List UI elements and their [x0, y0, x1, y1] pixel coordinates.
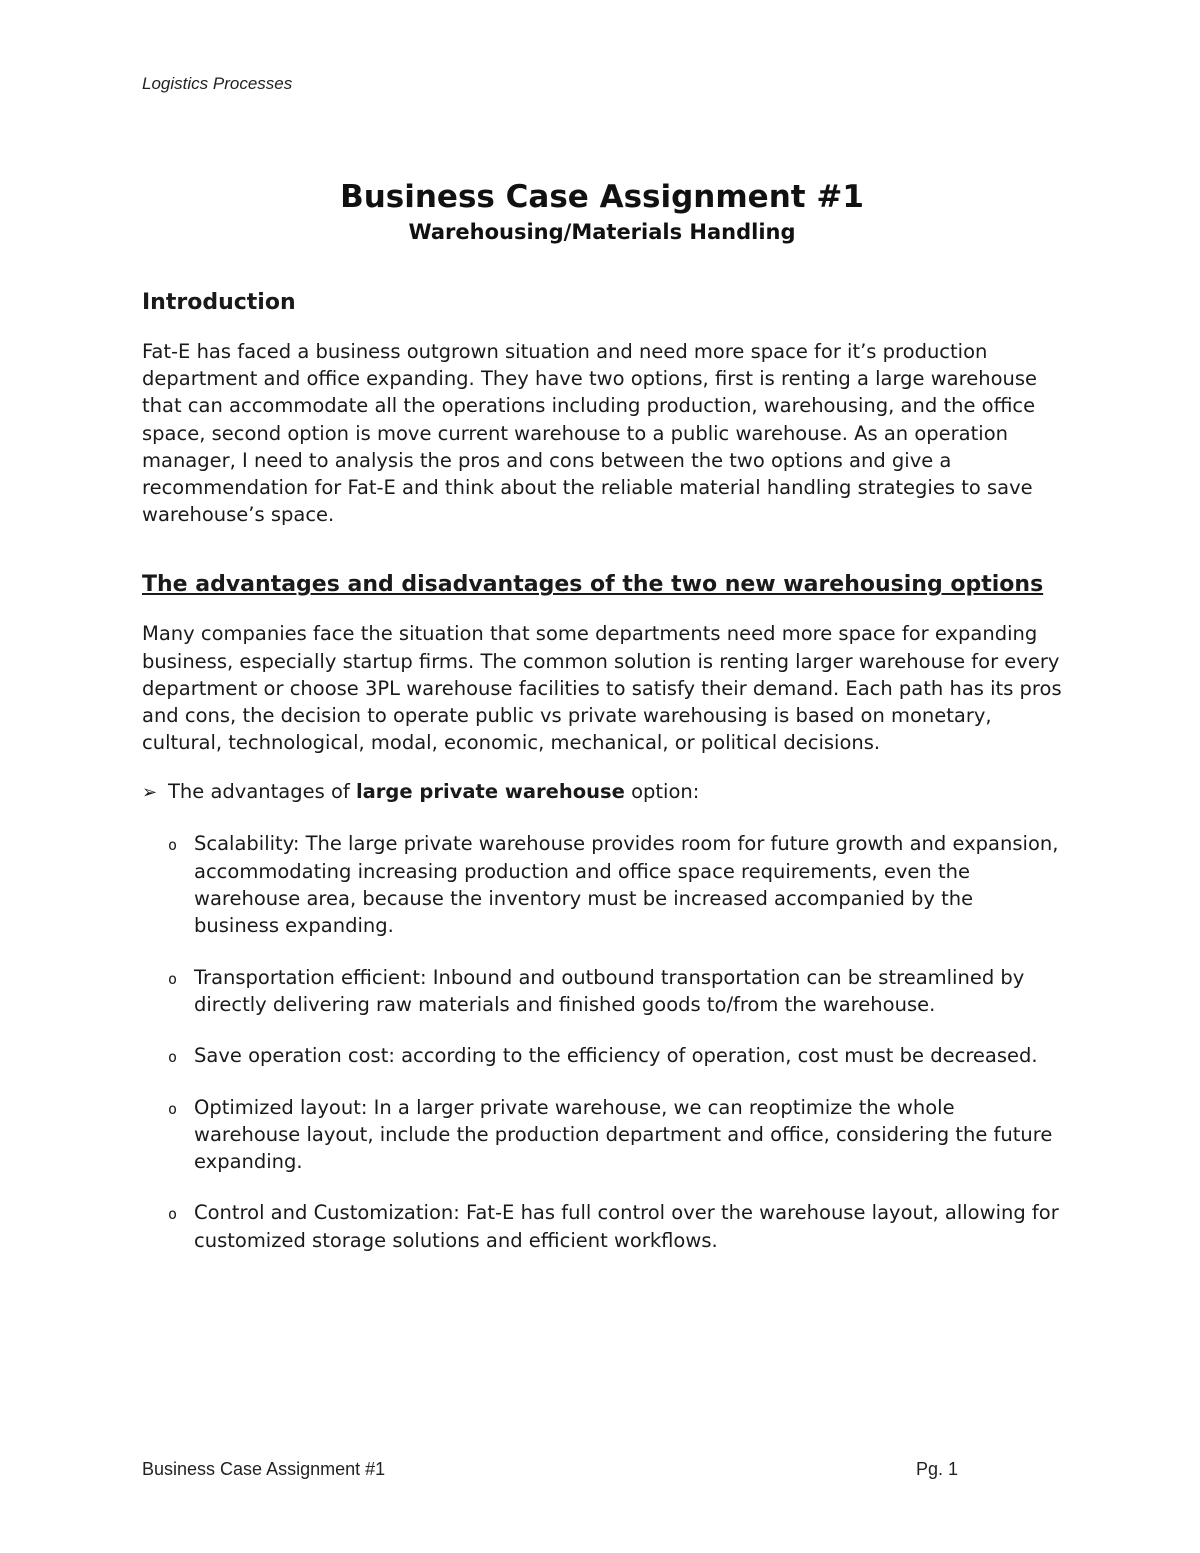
list-item: [142, 1199, 1062, 1254]
list-item: [142, 964, 1062, 1019]
document-subtitle: Warehousing/Materials Handling: [408, 220, 796, 244]
introduction-paragraph: Fat-E has faced a business outgrown situation and need more space for it’s production department and office expanding. They have two options, first is renting a large warehouse that can accommodate all the operations including production, warehousing, and the office space, second option is move current warehouse to a public warehouse. As an operation manager, I need to analysis the pros and cons between the two options and give a recommendation for Fat-E and think about the reliable material handling strategies to save warehouse’s space.: [142, 340, 1038, 527]
list-item-text: Optimized layout: In a larger private warehouse, we can reoptimize the whole warehouse layout, include the production department and office, considering the future expanding.: [194, 1095, 1053, 1174]
footer-page-number: Pg. 1: [916, 1459, 959, 1479]
introduction-heading: Introduction: [142, 290, 296, 315]
advantages-list: [142, 830, 1062, 1254]
arrow-bullet-icon: ➢: [142, 782, 158, 804]
advantages-suffix: option:: [624, 780, 700, 804]
section-heading: The advantages and disadvantages of the two new warehousing options: [142, 572, 1044, 598]
list-item: [142, 1094, 1062, 1176]
circle-bullet-icon: o: [168, 836, 178, 855]
advantages-bold-term: large private warehouse: [355, 780, 625, 804]
document-body: [142, 176, 1062, 1254]
circle-bullet-icon: o: [168, 1048, 178, 1067]
list-item: [142, 1042, 1062, 1069]
list-item-text: Control and Customization: Fat-E has full control over the warehouse layout, allowing for customized storage solutions and efficient workflows.: [194, 1201, 1059, 1252]
list-item-text: Save operation cost: according to the efficiency of operation, cost must be decreased.: [194, 1044, 1038, 1068]
document-title: Business Case Assignment #1: [340, 179, 864, 215]
running-header: Logistics Processes: [142, 74, 293, 93]
circle-bullet-icon: o: [168, 1205, 178, 1224]
circle-bullet-icon: o: [168, 1099, 178, 1118]
section-paragraph: Many companies face the situation that some departments need more space for expanding business, especially startup firms. The common solution is renting larger warehouse for every department or choose 3PL warehouse facilities to satisfy their demand. Each path has its pros and cons, the decision to operate public vs private warehousing is based on monetary, cultural, technological, modal, economic, mechanical, or political decisions.: [142, 622, 1062, 755]
list-item-text: Transportation efficient: Inbound and outbound transportation can be streamlined by directly delivering raw materials and finished goods to/from the warehouse.: [194, 965, 1025, 1016]
list-item-text: Scalability: The large private warehouse provides room for future growth and expansion, accommodating increasing production and office space requirements, even the warehouse area, because the inventory must be increased accompanied by the business expanding.: [194, 832, 1059, 938]
circle-bullet-icon: o: [168, 969, 178, 988]
footer-document-title: Business Case Assignment #1: [142, 1459, 386, 1479]
advantages-intro-line: [142, 778, 1062, 806]
advantages-prefix: The advantages of: [168, 780, 356, 804]
list-item: [142, 830, 1062, 939]
